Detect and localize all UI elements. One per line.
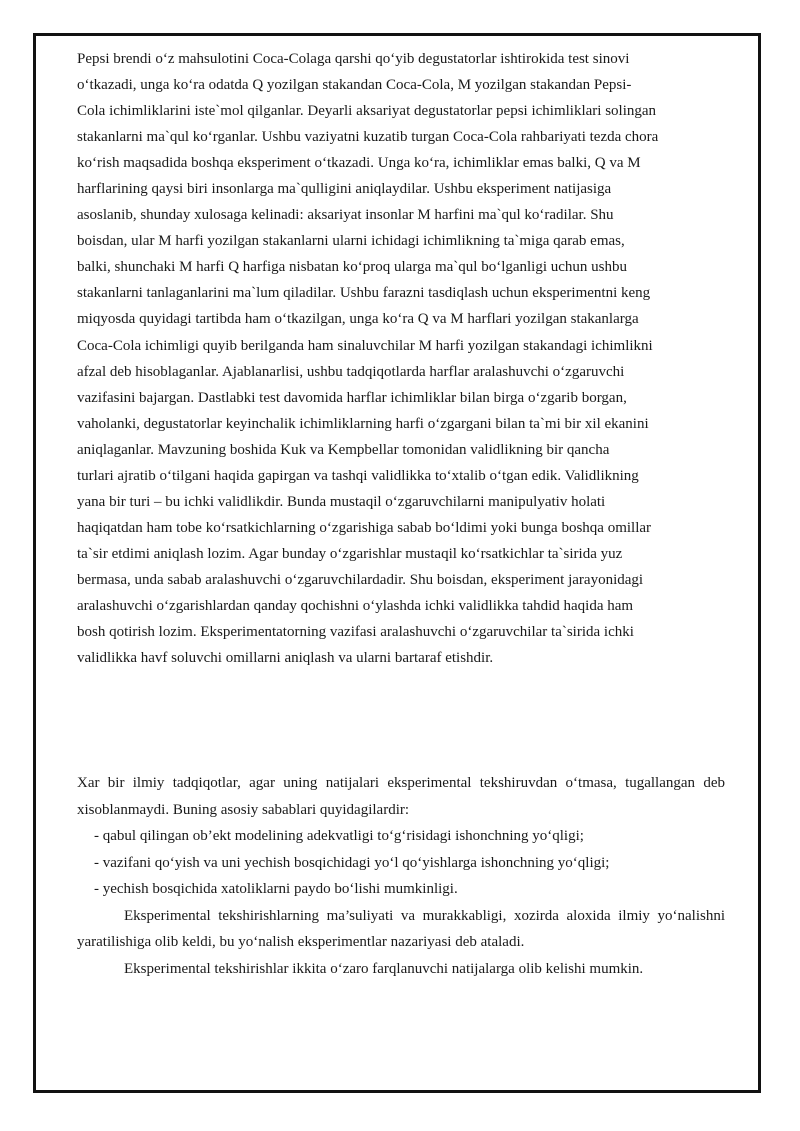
text-line: aralashuvchi o‘zgarishlardan qanday qochishni o‘ylashda ichki validlikka tahdid haqida ham: [77, 597, 634, 614]
text-line: bermasa, unda sabab aralashuvchi o‘zgaruvchilardadir. Shu boisdan, eksperiment jarayonidagi: [77, 571, 644, 588]
list-item: - qabul qilingan ob’ekt modelining adekvatligi to‘g‘risidagi ishonchning yo‘qligi;: [94, 828, 584, 844]
text-line: Pepsi brendi o‘z mahsulotini Coca-Colaga qarshi qo‘yib degustatorlar ishtirokida test sinovi: [77, 51, 630, 67]
text-line: bosh qotirish lozim. Eksperimentatorning vazifasi aralashuvchi o‘zgaruvchilar ta`sirida ichki: [77, 624, 634, 641]
text-line: Coca-Cola ichimligi quyib berilganda ham sinaluvchilar M harfi yozilgan stakandagi ichimlikni: [77, 337, 653, 354]
text-line: o‘tkazadi, unga ko‘ra odatda Q yozilgan stakandan Coca-Cola, M yozilgan stakandan Pepsi-: [77, 77, 632, 94]
text-line: Cola ichimliklarini iste`mol qilganlar. Deyarli aksariyat degustatorlar pepsi ichimliklari solingan: [77, 103, 657, 120]
text-line: miqyosda quyidagi tartibda ham o‘tkazilgan, unga ko‘ra Q va M harflari yozilgan stakanlarga: [77, 311, 639, 328]
text-line: stakanlarni tanlaganlarini ma`lum qiladilar. Ushbu farazni tasdiqlash uchun eksperimentni keng: [77, 285, 651, 302]
text-line: balki, shunchaki M harfi Q harfiga nisbatan ko‘proq ularga ma`qul bo‘lganligi uchun ushbu: [77, 259, 628, 276]
text-line: harflarining qaysi biri insonlarga ma`qulligini aniqlaydilar. Ushbu eksperiment natijasiga: [77, 181, 612, 198]
text-line: ta`sir etdimi aniqlash lozim. Agar bunday o‘zgarishlar mustaqil ko‘rsatkichlar ta`sirida yuz: [77, 545, 623, 562]
section-experimental-verification: [77, 770, 725, 982]
text-line: aniqlaganlar. Mavzuning boshida Kuk va Kempbellar tomonidan validlikning bir qancha: [77, 441, 610, 458]
text-line: boisdan, ular M harfi yozilgan stakanlarni ularni ichidagi ichimlikning ta`miga qarab emas,: [77, 233, 625, 250]
text-line: validlikka havf soluvchi omillarni aniqlash va ularni bartaraf etishdir.: [77, 650, 494, 667]
text-line: turlari ajratib o‘tilgani haqida gapirgan va tashqi validlikka to‘xtalib o‘tgan edik. Validlikning: [77, 467, 639, 484]
text-line: asoslanib, shunday xulosaga kelinadi: aksariyat insonlar M harfini ma`qul ko‘radilar. Shu: [77, 207, 614, 224]
list-item: - yechish bosqichida xatoliklarni paydo bo‘lishi mumkinligi.: [94, 881, 458, 897]
intro-paragraph: Xar bir ilmiy tadqiqotlar, agar uning natijalari eksperimental tekshiruvdan o‘tmasa, tugallangan deb xisoblanmaydi. Buning asosiy sabablari quyidagilardir:: [77, 775, 725, 818]
list-item: - vazifani qo‘yish va uni yechish bosqichidagi yo‘l qo‘yishlarga ishonchning yo‘qligi;: [94, 854, 610, 871]
text-line: vazifasini bajargan. Dastlabki test davomida harflar ichimliklar bilan birga o‘zgarib borgan,: [77, 389, 627, 406]
paragraph-pepsi-experiment: [77, 46, 717, 671]
text-line: haqiqatdan ham tobe ko‘rsatkichlarning o‘zgarishiga sabab bo‘ldimi yoki bunga boshqa omillar: [77, 519, 652, 536]
text-line: yana bir turi – bu ichki validlikdir. Bunda mustaqil o‘zgaruvchilarni manipulyativ holati: [77, 493, 606, 510]
text-line: afzal deb hisoblaganlar. Ajablanarlisi, ushbu tadqiqotlarda harflar aralashuvchi o‘zgaruvchi: [77, 363, 625, 380]
text-line: ko‘rish maqsadida boshqa eksperiment o‘tkazadi. Unga ko‘ra, ichimliklar emas balki, Q va M: [77, 155, 641, 172]
paragraph-results: Eksperimental tekshirishlar ikkita o‘zaro farqlanuvchi natijalarga olib kelishi mumkin.: [124, 960, 644, 977]
text-line: stakanlarni ma`qul ko‘rganlar. Ushbu vaziyatni kuzatib turgan Coca-Cola rahbariyati tezda chora: [77, 129, 659, 146]
text-line: vaholanki, degustatorlar keyinchalik ichimliklarning harfi o‘zgargani bilan ta`mi bir xil ekanini: [77, 415, 649, 432]
paragraph-responsibility: Eksperimental tekshirishlarning ma’suliyati va murakkabligi, xozirda aloxida ilmiy yo‘nalishni yaratilishiga olib keldi, bu yo‘nalish eksperimentlar nazariyasi deb ataladi.: [77, 907, 725, 950]
